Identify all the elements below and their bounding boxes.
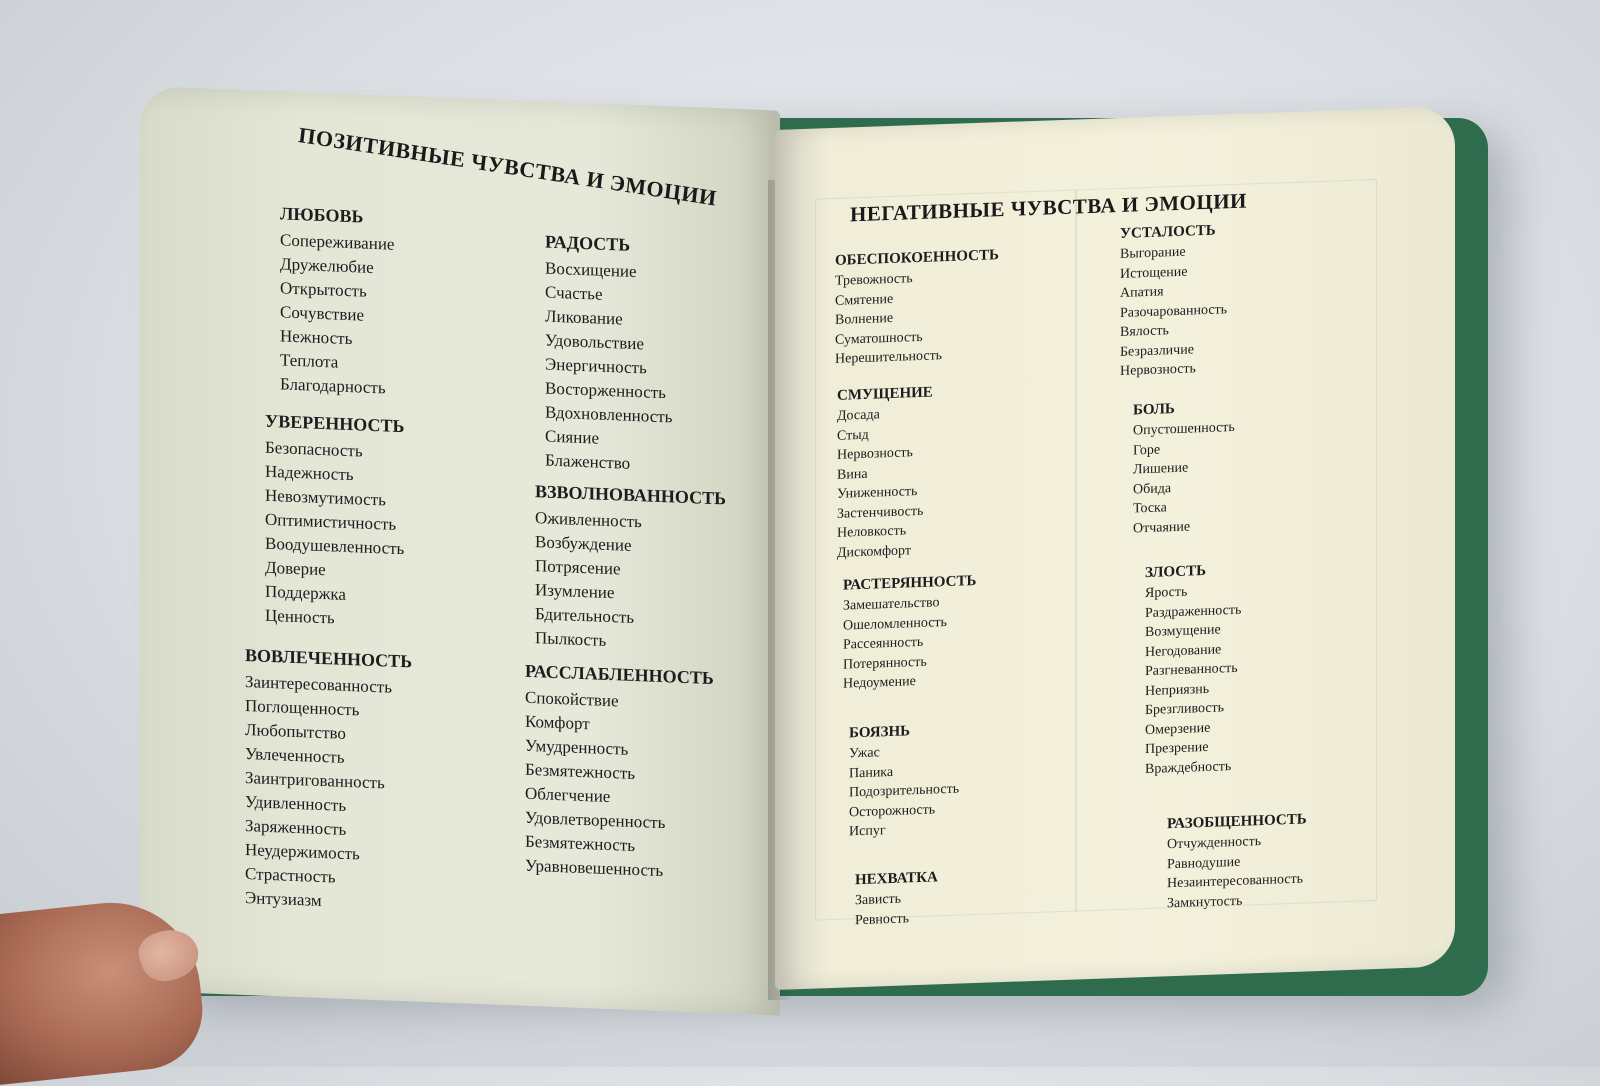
list-item: Счастье [545,282,603,304]
list-item: Восторженность [545,378,666,403]
list-item: Осторожность [849,801,936,820]
list-item: Нежность [280,326,353,349]
section-title: БОЯЗНЬ [849,723,911,742]
right-page-title: НЕГАТИВНЫЕ ЧУВСТВА И ЭМОЦИИ [850,188,1247,227]
list-item: Суматошность [835,329,923,348]
list-item: Равнодушие [1167,854,1241,872]
section-title: ЛЮБОВЬ [280,203,364,227]
list-item: Дружелюбие [280,254,374,277]
list-item: Уравновешенность [525,855,664,881]
list-item: Поддержка [265,581,346,604]
left-page [140,86,780,1016]
section-title: УВЕРЕННОСТЬ [265,410,405,437]
list-item: Замешательство [843,595,940,614]
list-item: Поглощенность [245,696,360,720]
list-item: Заинтригованность [245,768,385,793]
list-item: Недоумение [843,674,916,692]
list-item: Удовлетворенность [525,807,666,833]
list-item: Отчаяние [1133,519,1191,536]
list-item: Любопытство [245,720,346,743]
list-item: Нервозность [1120,361,1196,379]
section-fatigue [1120,222,1227,381]
list-item: Умудренность [525,735,629,759]
list-item: Застенчивость [837,503,924,522]
section-anger [1145,562,1241,779]
list-item: Отчужденность [1167,834,1262,853]
list-item: Неловкость [837,523,907,541]
list-item: Опустошенность [1133,419,1235,439]
list-item: Ревность [855,910,909,928]
section-fear [849,722,959,842]
section-title: ЗЛОСТЬ [1145,562,1207,582]
list-item: Ошеломленность [843,614,947,634]
list-item: Восхищение [545,258,637,282]
list-item: Воодушевленность [265,533,405,559]
list-item: Заряженность [245,816,347,839]
list-item: Удовольствие [545,330,644,354]
list-item: Презрение [1145,739,1209,758]
list-item: Безразличие [1120,341,1194,360]
list-item: Невозмутимость [265,485,386,510]
list-item: Теплота [280,350,339,372]
section-title: РАСТЕРЯННОСТЬ [843,572,977,594]
list-item: Досада [837,407,880,424]
list-item: Потерянность [843,654,927,673]
section-title: БОЛЬ [1133,401,1175,419]
section-lack [855,869,938,930]
section-confusion [843,573,976,694]
section-pain [1133,399,1235,539]
list-item: Страстность [245,864,336,887]
left-page-title: ПОЗИТИВНЫЕ ЧУВСТВА И ЭМОЦИИ [297,122,719,211]
list-item: Тревожность [835,271,913,289]
list-item: Блаженство [545,450,631,473]
list-item: Увлеченность [245,744,345,767]
list-item: Раздраженность [1145,602,1242,621]
list-item: Тоска [1133,500,1167,517]
list-item: Благодарность [280,374,386,398]
list-item: Сопереживание [280,230,395,254]
list-item: Апатия [1120,284,1164,301]
list-item: Обида [1133,480,1172,497]
list-item: Униженность [837,484,918,502]
section-title: РАЗОБЩЕННОСТЬ [1167,811,1307,833]
list-item: Подозрительность [849,781,960,801]
section-embarrassment [837,384,933,562]
list-item: Безмятежность [525,759,636,784]
list-item: Возбуждение [535,532,632,555]
list-item: Волнение [835,310,894,328]
list-item: Нервозность [837,445,913,463]
list-item: Разгневанность [1145,660,1238,680]
list-item: Оживленность [535,508,642,532]
list-item: Комфорт [525,711,590,734]
list-item: Облегчение [525,783,611,807]
section-title: ВЗВОЛНОВАННОСТЬ [535,481,727,509]
list-item: Открытость [280,278,367,301]
list-item: Омерзение [1145,720,1211,738]
list-item: Изумление [535,580,615,603]
list-item: Стыд [837,427,869,444]
list-item: Вдохновленность [545,402,673,427]
section-title: УСТАЛОСТЬ [1120,222,1216,242]
list-item: Оптимистичность [265,509,397,534]
list-item: Возмущение [1145,622,1221,641]
list-item: Лишение [1133,460,1189,478]
list-item: Паника [849,764,894,781]
section-title: СМУЩЕНИЕ [837,384,933,404]
list-item: Потрясение [535,556,621,579]
list-item: Незаинтересованность [1167,871,1304,892]
section-title: ОБЕСПОКОЕННОСТЬ [835,247,999,269]
right-page [775,106,1455,990]
list-item: Неудержимость [245,840,360,864]
list-item: Враждебность [1145,758,1232,777]
list-item: Ликование [545,306,623,329]
list-item: Сочувствие [280,302,365,325]
list-item: Негодование [1145,641,1222,660]
list-item: Ярость [1145,584,1188,602]
list-item: Безмятежность [525,831,636,856]
list-item: Энтузиазм [245,888,322,910]
list-item: Зависть [855,891,902,909]
section-disconnection [1167,811,1307,913]
section-love [280,203,394,400]
list-item: Замкнутость [1167,893,1243,911]
list-item: Рассеянность [843,634,924,653]
list-item: Надежность [265,461,354,485]
list-item: Брезгливость [1145,700,1225,719]
list-item: Смятение [835,291,894,309]
section-title: РАССЛАБЛЕННОСТЬ [525,660,714,689]
list-item: Сияние [545,426,599,448]
list-item: Дискомфорт [837,542,911,561]
list-item: Бдительность [535,604,635,627]
list-item: Пылкость [535,628,607,650]
section-excitement [535,481,726,657]
list-item: Выгорание [1120,244,1186,262]
section-anxiety [835,247,999,369]
list-item: Неприязнь [1145,681,1210,699]
list-item: Ценность [265,605,335,628]
list-item: Истощение [1120,264,1188,282]
section-title: ВОВЛЕЧЕННОСТЬ [245,645,413,672]
list-item: Вина [837,466,868,483]
list-item: Ужас [849,745,880,762]
section-title: НЕХВАТКА [855,869,938,889]
list-item: Безопасность [265,437,363,461]
list-item: Доверие [265,557,326,580]
list-item: Спокойствие [525,687,619,711]
list-item: Испуг [849,823,886,840]
list-item: Энергичность [545,354,647,378]
section-relaxation [525,661,714,885]
list-item: Вялость [1120,323,1169,340]
bleed-through-lines [1075,189,1077,911]
list-item: Разочарованность [1120,301,1228,321]
list-item: Горе [1133,442,1161,458]
section-engagement [245,645,412,916]
section-title: РАДОСТЬ [545,231,631,255]
list-item: Удивленность [245,792,347,815]
list-item: Нерешительность [835,348,943,367]
section-joy [545,232,672,478]
section-confidence [265,411,404,633]
list-item: Заинтересованность [245,672,392,697]
